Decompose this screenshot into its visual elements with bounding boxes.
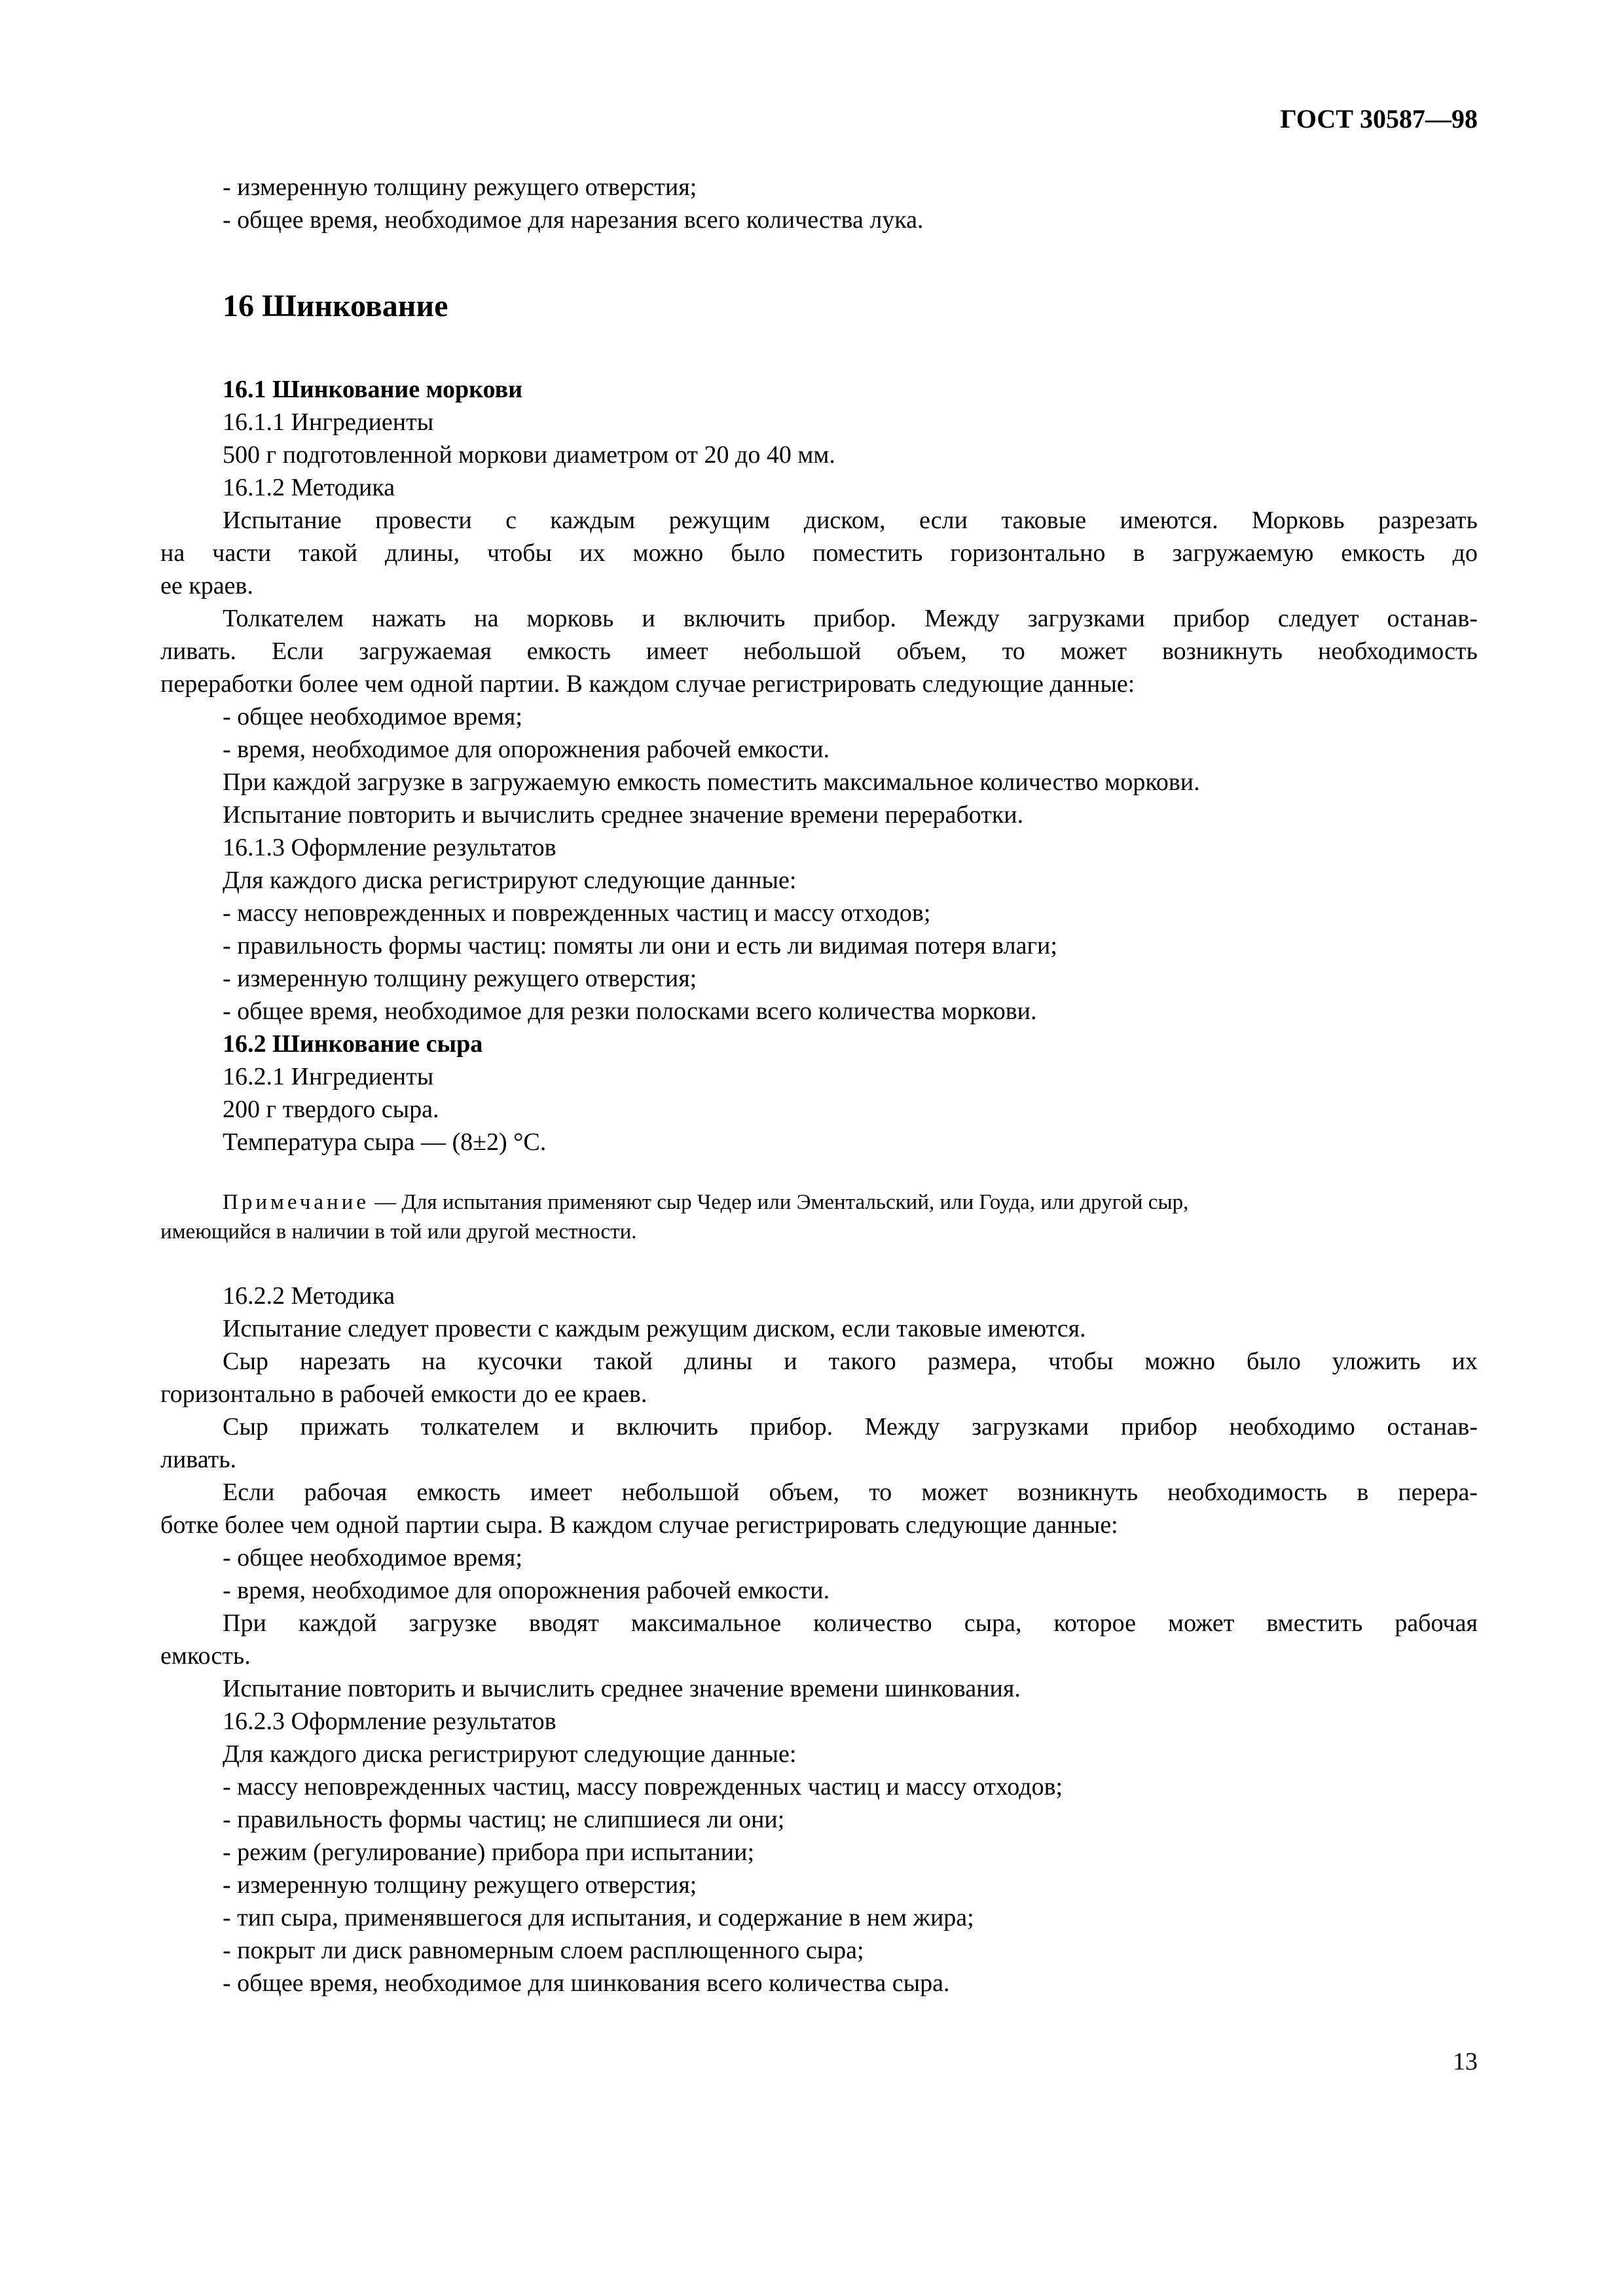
list-item: - измеренную толщину режущего отверстия;: [223, 965, 697, 992]
clause-heading: 16.1.2 Методика: [223, 474, 395, 501]
note-text: — Для испытания применяют сыр Чедер или Эментальский, или Гоуда, или другой сыр,: [369, 1191, 1189, 1214]
paragraph-line: При каждой загрузке вводят максимальное количество сыра, которое может вместить рабочая: [223, 1609, 1478, 1637]
paragraph-line: Испытание повторить и вычислить среднее значение времени переработки.: [223, 801, 1024, 829]
list-item: - общее время, необходимое для нарезания всего количества лука.: [223, 206, 924, 234]
paragraph-line: на части такой длины, чтобы их можно было поместить горизонтально в загружаемую емкость до: [160, 539, 1478, 567]
list-item: - общее необходимое время;: [223, 1544, 522, 1571]
paragraph-line: Испытание следует провести с каждым режущим диском, если таковые имеются.: [223, 1315, 1086, 1342]
paragraph-line: Для каждого диска регистрируют следующие данные:: [223, 867, 797, 894]
list-item: - общее время, необходимое для резки полосками всего количества моркови.: [223, 997, 1037, 1025]
document-header: ГОСТ 30587—98: [1280, 104, 1478, 134]
list-item: - измеренную толщину режущего отверстия;: [223, 1871, 697, 1899]
paragraph-line: Для каждого диска регистрируют следующие данные:: [223, 1740, 797, 1768]
list-item: - массу неповрежденных и поврежденных частиц и массу отходов;: [223, 899, 931, 927]
list-item: - время, необходимое для опорожнения рабочей емкости.: [223, 736, 830, 763]
paragraph-line: При каждой загрузке в загружаемую емкость поместить максимальное количество моркови.: [223, 768, 1200, 796]
note-label: Примечание: [223, 1191, 369, 1214]
list-item: - тип сыра, применявшегося для испытания, и содержание в нем жира;: [223, 1904, 974, 1931]
clause-heading: 16.2.1 Ингредиенты: [223, 1063, 434, 1090]
page-number: 13: [1453, 2048, 1478, 2075]
subsection-heading: 16.2 Шинкование сыра: [223, 1030, 483, 1058]
paragraph-line: Сыр прижать толкателем и включить прибор. Между загрузками прибор необходимо останав-: [223, 1413, 1478, 1441]
list-item: - правильность формы частиц; не слипшиеся ли они;: [223, 1806, 785, 1833]
paragraph-line: ее краев.: [160, 572, 253, 600]
list-item: - время, необходимое для опорожнения рабочей емкости.: [223, 1577, 830, 1604]
paragraph-line: Толкателем нажать на морковь и включить прибор. Между загрузками прибор следует останав-: [223, 605, 1478, 632]
list-item: - режим (регулирование) прибора при испытании;: [223, 1839, 755, 1866]
paragraph-line: Испытание повторить и вычислить среднее значение времени шинкования.: [223, 1675, 1021, 1702]
paragraph-line: ботке более чем одной партии сыра. В каждом случае регистрировать следующие данные:: [160, 1511, 1118, 1539]
paragraph-line: 500 г подготовленной моркови диаметром от 20 до 40 мм.: [223, 441, 835, 469]
paragraph-line: 200 г твердого сыра.: [223, 1096, 439, 1123]
clause-heading: 16.2.2 Методика: [223, 1282, 395, 1310]
clause-heading: 16.1.1 Ингредиенты: [223, 408, 434, 436]
paragraph-line: горизонтально в рабочей емкости до ее краев.: [160, 1380, 647, 1408]
paragraph-line: ливать.: [160, 1446, 237, 1473]
subsection-heading: 16.1 Шинкование моркови: [223, 376, 523, 403]
clause-heading: 16.2.3 Оформление результатов: [223, 1708, 556, 1735]
paragraph-line: переработки более чем одной партии. В каждом случае регистрировать следующие данные:: [160, 670, 1135, 698]
note-line: [223, 1188, 1478, 1217]
list-item: - массу неповрежденных частиц, массу поврежденных частиц и массу отходов;: [223, 1773, 1063, 1801]
list-item: - измеренную толщину режущего отверстия;: [223, 173, 697, 201]
note-line: имеющийся в наличии в той или другой местности.: [160, 1220, 637, 1244]
list-item: - покрыт ли диск равномерным слоем расплющенного сыра;: [223, 1937, 864, 1964]
paragraph-line: Если рабочая емкость имеет небольшой объем, то может возникнуть необходимость в перера-: [223, 1479, 1478, 1506]
clause-heading: 16.1.3 Оформление результатов: [223, 834, 556, 861]
paragraph-line: емкость.: [160, 1642, 251, 1670]
list-item: - правильность формы частиц: помяты ли они и есть ли видимая потеря влаги;: [223, 932, 1057, 960]
list-item: - общее необходимое время;: [223, 703, 522, 730]
paragraph-line: Сыр нарезать на кусочки такой длины и такого размера, чтобы можно было уложить их: [223, 1348, 1478, 1375]
list-item: - общее время, необходимое для шинкования всего количества сыра.: [223, 1969, 950, 1997]
paragraph-line: Температура сыра — (8±2) °С.: [223, 1128, 547, 1156]
section-heading: 16 Шинкование: [223, 289, 448, 323]
paragraph-line: ливать. Если загружаемая емкость имеет небольшой объем, то может возникнуть необходимость: [160, 637, 1478, 665]
paragraph-line: Испытание провести с каждым режущим диском, если таковые имеются. Морковь разрезать: [223, 507, 1478, 534]
